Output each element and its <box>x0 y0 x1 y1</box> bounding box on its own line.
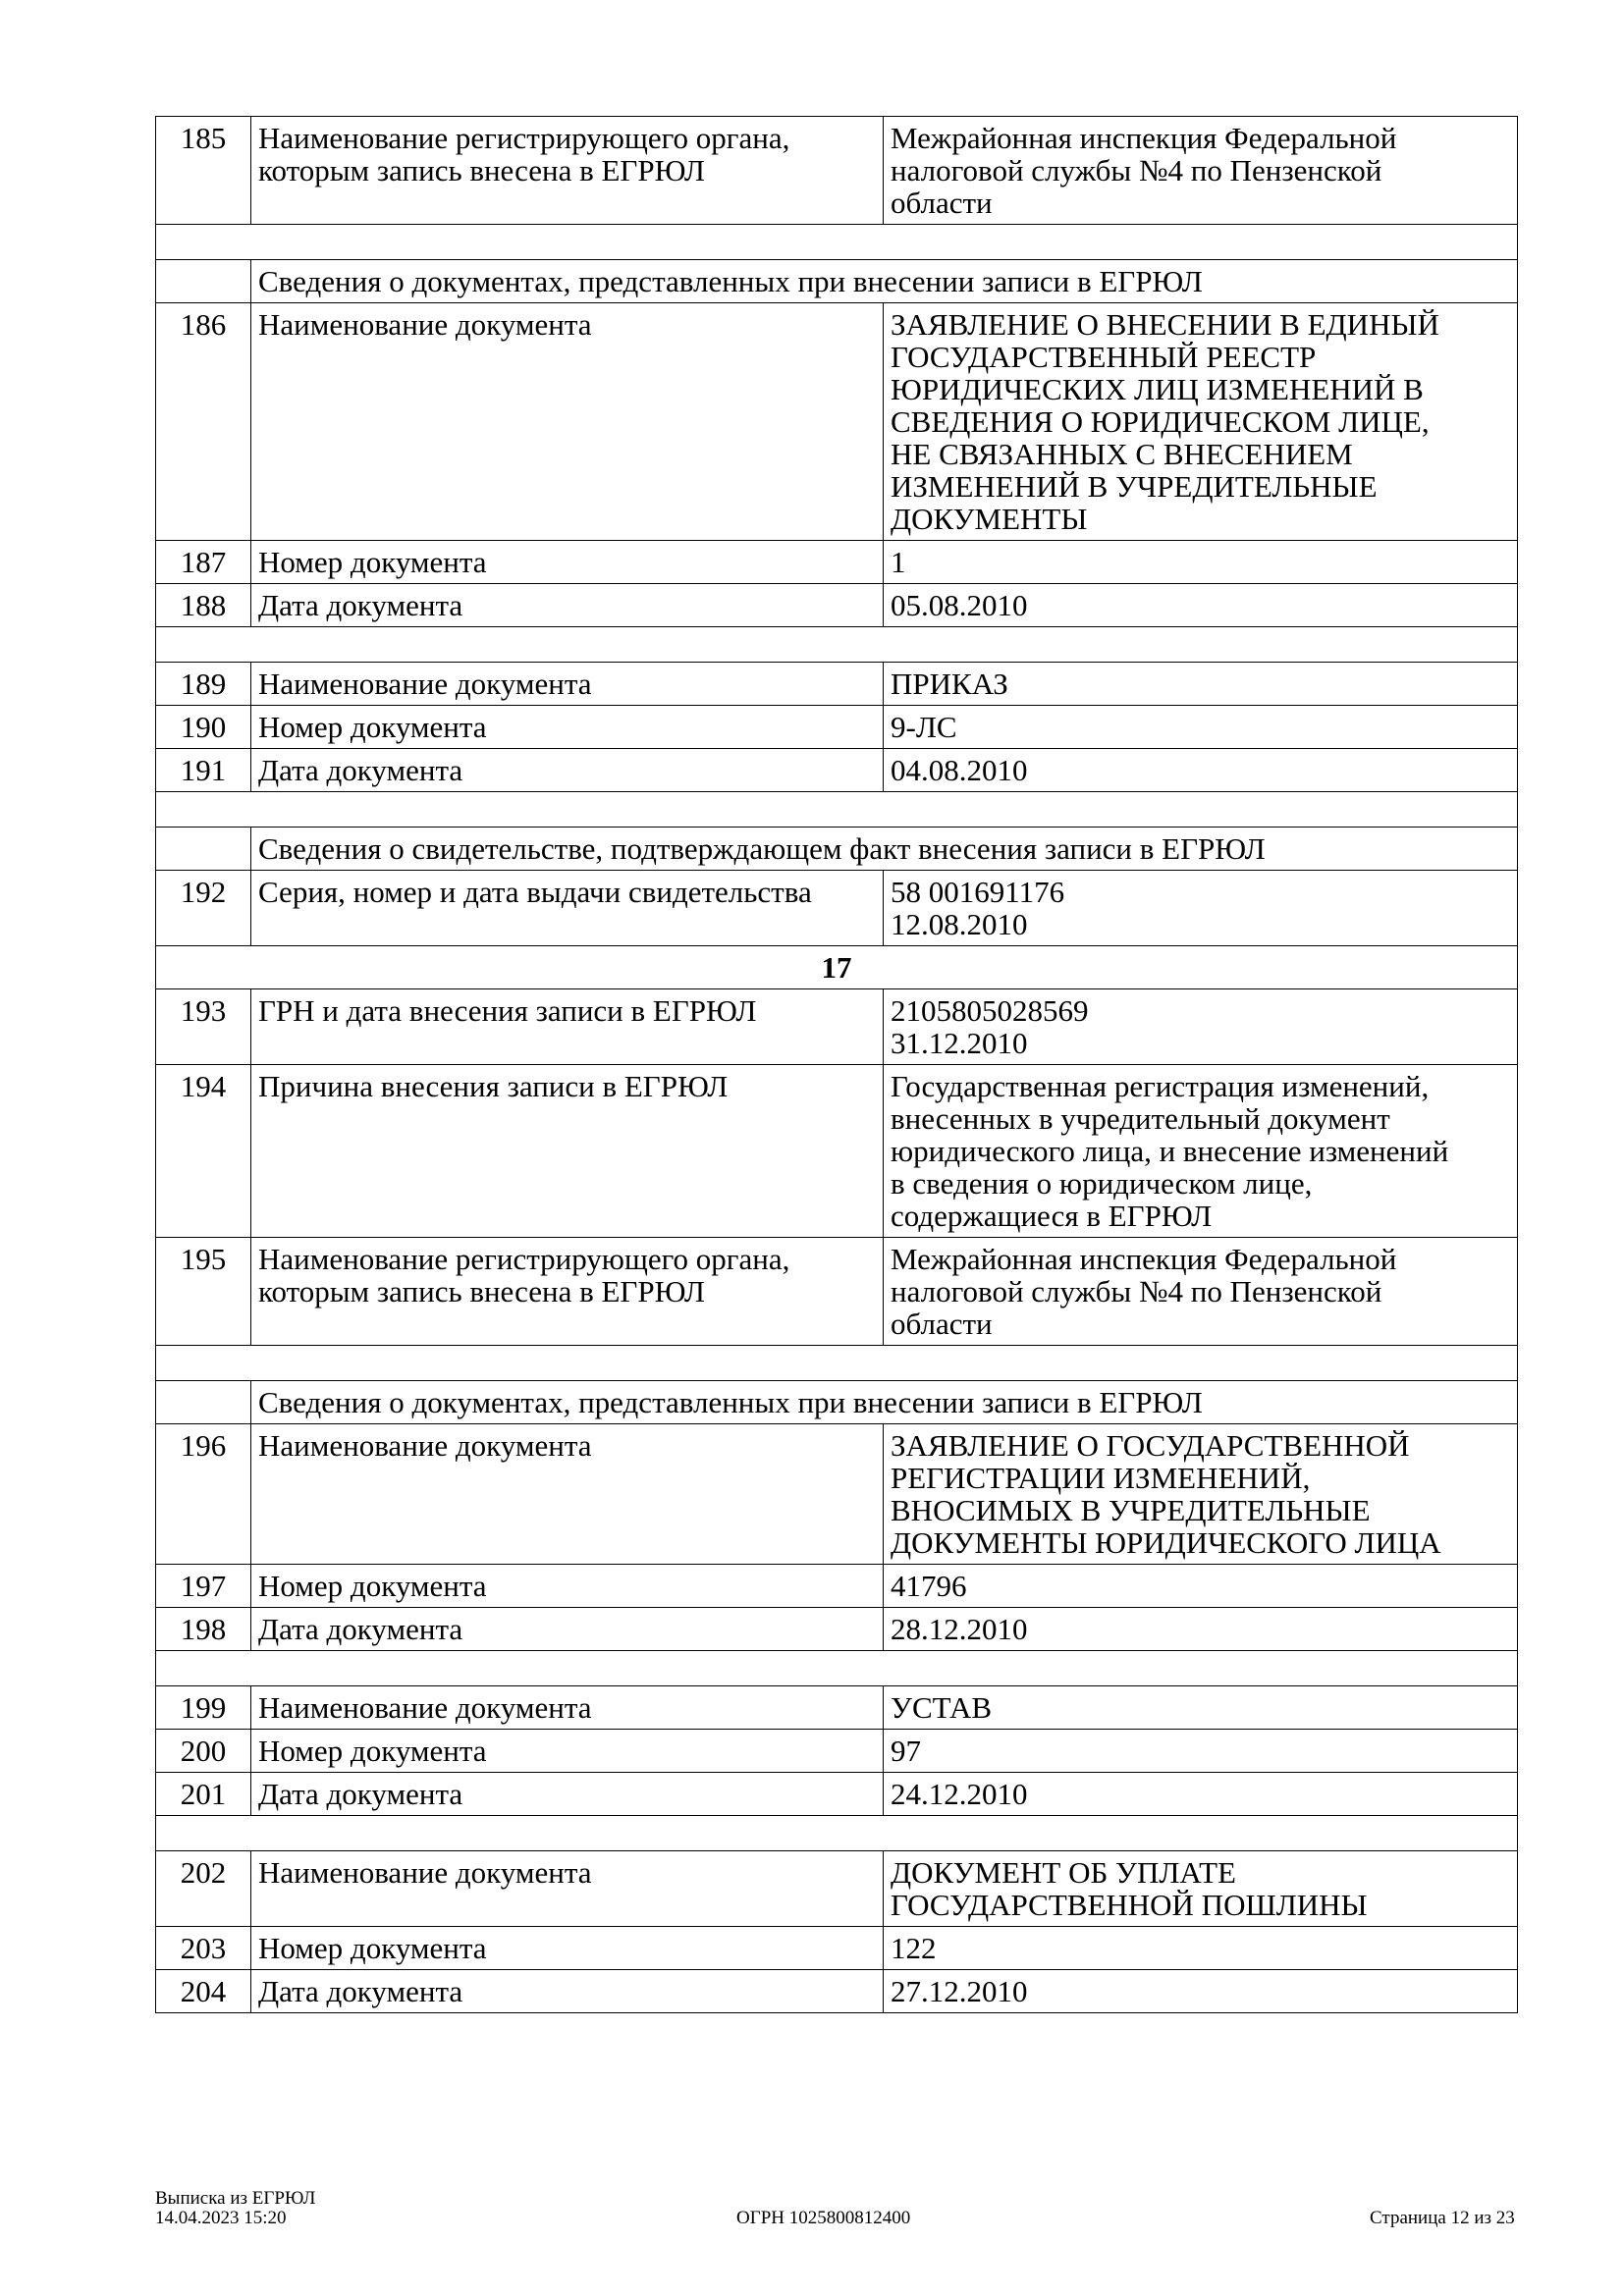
field-label: ГРН и дата внесения записи в ЕГРЮЛ <box>251 989 884 1065</box>
blank-cell <box>156 1346 1518 1381</box>
field-label: Наименование документа <box>251 1424 884 1565</box>
field-value: ПРИКАЗ <box>884 663 1518 706</box>
field-label: Наименование регистрирующего органа, которым запись внесена в ЕГРЮЛ <box>251 1238 884 1346</box>
row-number: 186 <box>156 303 251 541</box>
row-number: 190 <box>156 706 251 749</box>
field-value: ЗАЯВЛЕНИЕ О ГОСУДАРСТВЕННОЙ РЕГИСТРАЦИИ ИЗМЕНЕНИЙ, ВНОСИМЫХ В УЧРЕДИТЕЛЬНЫЕ ДОКУМЕНТЫ ЮРИДИЧЕСКОГО ЛИЦА <box>884 1424 1518 1565</box>
blank-cell <box>156 225 1518 260</box>
heading-num-cell <box>156 828 251 871</box>
blank-cell <box>156 627 1518 663</box>
table-row <box>156 117 1518 225</box>
footer-doc-title: Выписка из ЕГРЮЛ <box>155 2188 316 2209</box>
field-label: Номер документа <box>251 1730 884 1773</box>
blank-cell <box>156 1816 1518 1851</box>
section-heading: Сведения о документах, представленных при внесении записи в ЕГРЮЛ <box>251 260 1518 303</box>
section-heading: Сведения о свидетельстве, подтверждающем факт внесения записи в ЕГРЮЛ <box>251 828 1518 871</box>
field-value: 9-ЛС <box>884 706 1518 749</box>
field-value: 05.08.2010 <box>884 584 1518 627</box>
table-row <box>156 706 1518 749</box>
row-number: 188 <box>156 584 251 627</box>
blank-separator-row <box>156 627 1518 663</box>
table-row <box>156 749 1518 792</box>
row-number: 198 <box>156 1608 251 1651</box>
row-number: 189 <box>156 663 251 706</box>
field-value: 04.08.2010 <box>884 749 1518 792</box>
table-row <box>156 1565 1518 1608</box>
field-label: Наименование документа <box>251 1851 884 1927</box>
section-heading: Сведения о документах, представленных при внесении записи в ЕГРЮЛ <box>251 1381 1518 1424</box>
row-number: 201 <box>156 1773 251 1816</box>
field-label: Дата документа <box>251 749 884 792</box>
row-number: 193 <box>156 989 251 1065</box>
field-label: Номер документа <box>251 1927 884 1970</box>
table-row <box>156 584 1518 627</box>
footer-page-number: Страница 12 из 23 <box>1370 2208 1515 2228</box>
table-row <box>156 1927 1518 1970</box>
field-value: ДОКУМЕНТ ОБ УПЛАТЕ ГОСУДАРСТВЕННОЙ ПОШЛИНЫ <box>884 1851 1518 1927</box>
field-label: Дата документа <box>251 1608 884 1651</box>
field-label: Наименование документа <box>251 663 884 706</box>
field-value: 28.12.2010 <box>884 1608 1518 1651</box>
field-label: Номер документа <box>251 706 884 749</box>
blank-separator-row <box>156 225 1518 260</box>
table-row <box>156 871 1518 946</box>
field-label: Серия, номер и дата выдачи свидетельства <box>251 871 884 946</box>
footer-datetime: 14.04.2023 15:20 <box>155 2208 287 2228</box>
record-group-row <box>156 946 1518 989</box>
section-heading-row <box>156 1381 1518 1424</box>
blank-separator-row <box>156 792 1518 828</box>
row-number: 185 <box>156 117 251 225</box>
table-body <box>156 117 1518 2013</box>
field-label: Номер документа <box>251 1565 884 1608</box>
field-value: Межрайонная инспекция Федеральной налоговой службы №4 по Пензенской области <box>884 1238 1518 1346</box>
field-value: 24.12.2010 <box>884 1773 1518 1816</box>
row-number: 203 <box>156 1927 251 1970</box>
field-value: УСТАВ <box>884 1686 1518 1730</box>
row-number: 200 <box>156 1730 251 1773</box>
heading-num-cell <box>156 1381 251 1424</box>
record-group-number: 17 <box>156 946 1518 989</box>
heading-num-cell <box>156 260 251 303</box>
field-value: Межрайонная инспекция Федеральной налоговой службы №4 по Пензенской области <box>884 117 1518 225</box>
row-number: 192 <box>156 871 251 946</box>
table-row <box>156 1730 1518 1773</box>
field-label: Дата документа <box>251 1773 884 1816</box>
field-value: 41796 <box>884 1565 1518 1608</box>
row-number: 204 <box>156 1970 251 2013</box>
field-label: Наименование документа <box>251 303 884 541</box>
table-row <box>156 1424 1518 1565</box>
field-value: 27.12.2010 <box>884 1970 1518 2013</box>
blank-cell <box>156 1651 1518 1686</box>
table-row <box>156 1773 1518 1816</box>
row-number: 195 <box>156 1238 251 1346</box>
row-number: 202 <box>156 1851 251 1927</box>
table-row <box>156 1238 1518 1346</box>
table-row <box>156 1851 1518 1927</box>
blank-cell <box>156 792 1518 828</box>
table-row <box>156 303 1518 541</box>
blank-separator-row <box>156 1651 1518 1686</box>
blank-separator-row <box>156 1816 1518 1851</box>
field-value: 1 <box>884 541 1518 584</box>
field-value: 2105805028569 31.12.2010 <box>884 989 1518 1065</box>
field-value: 122 <box>884 1927 1518 1970</box>
row-number: 196 <box>156 1424 251 1565</box>
field-label: Номер документа <box>251 541 884 584</box>
section-heading-row <box>156 260 1518 303</box>
row-number: 191 <box>156 749 251 792</box>
field-value: Государственная регистрация изменений, внесенных в учредительный документ юридического лица, и внесение изменений в сведения о юридическом лице, содержащиеся в ЕГРЮЛ <box>884 1065 1518 1238</box>
blank-separator-row <box>156 1346 1518 1381</box>
row-number: 197 <box>156 1565 251 1608</box>
row-number: 199 <box>156 1686 251 1730</box>
table-row <box>156 663 1518 706</box>
field-value: 97 <box>884 1730 1518 1773</box>
field-label: Дата документа <box>251 1970 884 2013</box>
field-label: Наименование документа <box>251 1686 884 1730</box>
row-number: 194 <box>156 1065 251 1238</box>
table-row <box>156 1970 1518 2013</box>
section-heading-row <box>156 828 1518 871</box>
field-label: Наименование регистрирующего органа, которым запись внесена в ЕГРЮЛ <box>251 117 884 225</box>
table-row <box>156 1608 1518 1651</box>
egrul-extract-table <box>155 116 1518 2013</box>
row-number: 187 <box>156 541 251 584</box>
footer-ogrn: ОГРН 1025800812400 <box>736 2208 911 2228</box>
table-row <box>156 541 1518 584</box>
table-row <box>156 1686 1518 1730</box>
table-row <box>156 989 1518 1065</box>
field-value: ЗАЯВЛЕНИЕ О ВНЕСЕНИИ В ЕДИНЫЙ ГОСУДАРСТВЕННЫЙ РЕЕСТР ЮРИДИЧЕСКИХ ЛИЦ ИЗМЕНЕНИЙ В СВЕДЕНИЯ О ЮРИДИЧЕСКОМ ЛИЦЕ, НЕ СВЯЗАННЫХ С ВНЕСЕНИЕМ ИЗМЕНЕНИЙ В УЧРЕДИТЕЛЬНЫЕ ДОКУМЕНТЫ <box>884 303 1518 541</box>
field-label: Дата документа <box>251 584 884 627</box>
field-label: Причина внесения записи в ЕГРЮЛ <box>251 1065 884 1238</box>
field-value: 58 001691176 12.08.2010 <box>884 871 1518 946</box>
table-row <box>156 1065 1518 1238</box>
footer-left <box>155 2189 315 2228</box>
